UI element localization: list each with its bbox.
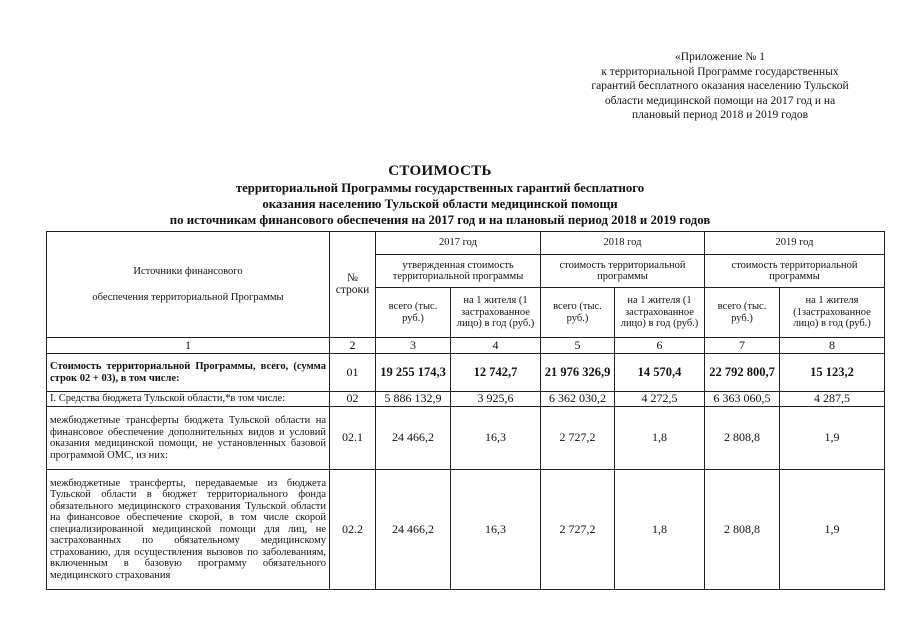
row-value: 15 123,2 — [780, 354, 885, 392]
table-row — [47, 392, 885, 407]
row-value: 3 925,6 — [451, 392, 541, 407]
row-value: 1,8 — [615, 470, 705, 590]
column-number: 2 — [330, 338, 376, 354]
row-value: 1,9 — [780, 407, 885, 470]
header-per-capita-2018: на 1 жителя (1 застрахованное лицо) в год (руб.) — [615, 288, 705, 338]
row-value: 2 727,2 — [541, 470, 615, 590]
header-source — [47, 232, 330, 338]
header-row-years — [47, 232, 885, 255]
row-number: 02.1 — [330, 407, 376, 470]
column-numbers-row — [47, 338, 885, 354]
row-label: I. Средства бюджета Тульской области,*в том числе: — [47, 392, 330, 407]
header-per-capita-2017: на 1 жителя (1 застрахованное лицо) в год (руб.) — [451, 288, 541, 338]
header-year-2019: 2019 год — [705, 232, 885, 255]
row-value: 12 742,7 — [451, 354, 541, 392]
header-cost-2018: стоимость территориальной программы — [541, 255, 705, 288]
header-year-2017: 2017 год — [376, 232, 541, 255]
header-year-2018: 2018 год — [541, 232, 705, 255]
row-value: 4 272,5 — [615, 392, 705, 407]
title-line: оказания населению Тульской области медицинской помощи — [262, 197, 618, 211]
header-source-line: Источники финансового — [133, 266, 243, 277]
column-number: 8 — [780, 338, 885, 354]
row-value: 24 466,2 — [376, 407, 451, 470]
header-row-number: № строки — [330, 232, 376, 338]
column-number: 6 — [615, 338, 705, 354]
appendix-line: «Приложение № 1 — [675, 51, 765, 63]
title-line: территориальной Программы государственных гарантий бесплатного — [235, 181, 645, 195]
appendix-line: к территориальной Программе государственных — [601, 65, 839, 78]
header-cost-2019: стоимость территориальной программы — [705, 255, 885, 288]
row-value: 16,3 — [451, 470, 541, 590]
table-row — [47, 407, 885, 470]
header-source-line: обеспечения территориальной Программы — [92, 291, 284, 303]
row-value: 24 466,2 — [376, 470, 451, 590]
header-total-2018: всего (тыс. руб.) — [541, 288, 615, 338]
row-value: 6 362 030,2 — [541, 392, 615, 407]
title-line: по источникам финансового обеспечения на 2017 год и на плановый период 2018 и 2019 годов — [169, 213, 711, 227]
row-value: 1,8 — [615, 407, 705, 470]
appendix-line: области медицинской помощи на 2017 год и на — [604, 94, 836, 107]
row-value: 14 570,4 — [615, 354, 705, 392]
column-number: 3 — [376, 338, 451, 354]
row-number: 02.2 — [330, 470, 376, 590]
appendix-line: гарантий бесплатного оказания населению Тульской — [591, 80, 849, 92]
appendix-note — [560, 50, 880, 123]
table-row — [47, 470, 885, 590]
row-number: 01 — [330, 354, 376, 392]
column-number: 7 — [705, 338, 780, 354]
row-value: 2 808,8 — [705, 470, 780, 590]
row-value: 19 255 174,3 — [376, 354, 451, 392]
column-number: 5 — [541, 338, 615, 354]
row-value: 22 792 800,7 — [705, 354, 780, 392]
row-label: межбюджетные трансферты, передаваемые из бюджета Тульской области в бюджет территориального фонда обязательного медицинского страхования Тульской области на финансовое обеспечение скорой, в том числе скорой специализированной медицинской помощи для лиц, не застрахованных по обязательному медицинскому страхованию, для осуществления вызовов по заболеваниям, включенным в базовую программу обязательного медицинского страхования — [47, 470, 330, 590]
document-title — [60, 162, 820, 228]
header-per-capita-2019: на 1 жителя (1застрахованное лицо) в год (руб.) — [780, 288, 885, 338]
column-number: 1 — [47, 338, 330, 354]
appendix-line: плановый период 2018 и 2019 годов — [631, 109, 809, 121]
header-total-2019: всего (тыс. руб.) — [705, 288, 780, 338]
row-value: 2 727,2 — [541, 407, 615, 470]
row-value: 21 976 326,9 — [541, 354, 615, 392]
row-value: 2 808,8 — [705, 407, 780, 470]
column-number: 4 — [451, 338, 541, 354]
row-value: 6 363 060,5 — [705, 392, 780, 407]
row-number: 02 — [330, 392, 376, 407]
row-value: 1,9 — [780, 470, 885, 590]
row-label: Стоимость территориальной Программы, всего, (сумма строк 02 + 03), в том числе: — [47, 354, 330, 392]
title-main: СТОИМОСТЬ — [388, 163, 492, 179]
row-label: межбюджетные трансферты бюджета Тульской области на финансовое обеспечение дополнительных видов и условий оказания медицинской помощи, не установленных базовой программой ОМС, из них: — [47, 407, 330, 470]
row-value: 5 886 132,9 — [376, 392, 451, 407]
table-row — [47, 354, 885, 392]
header-cost-2017: утвержденная стоимость территориальной программы — [376, 255, 541, 288]
row-value: 4 287,5 — [780, 392, 885, 407]
row-value: 16,3 — [451, 407, 541, 470]
cost-table — [46, 231, 885, 590]
header-total-2017: всего (тыс. руб.) — [376, 288, 451, 338]
